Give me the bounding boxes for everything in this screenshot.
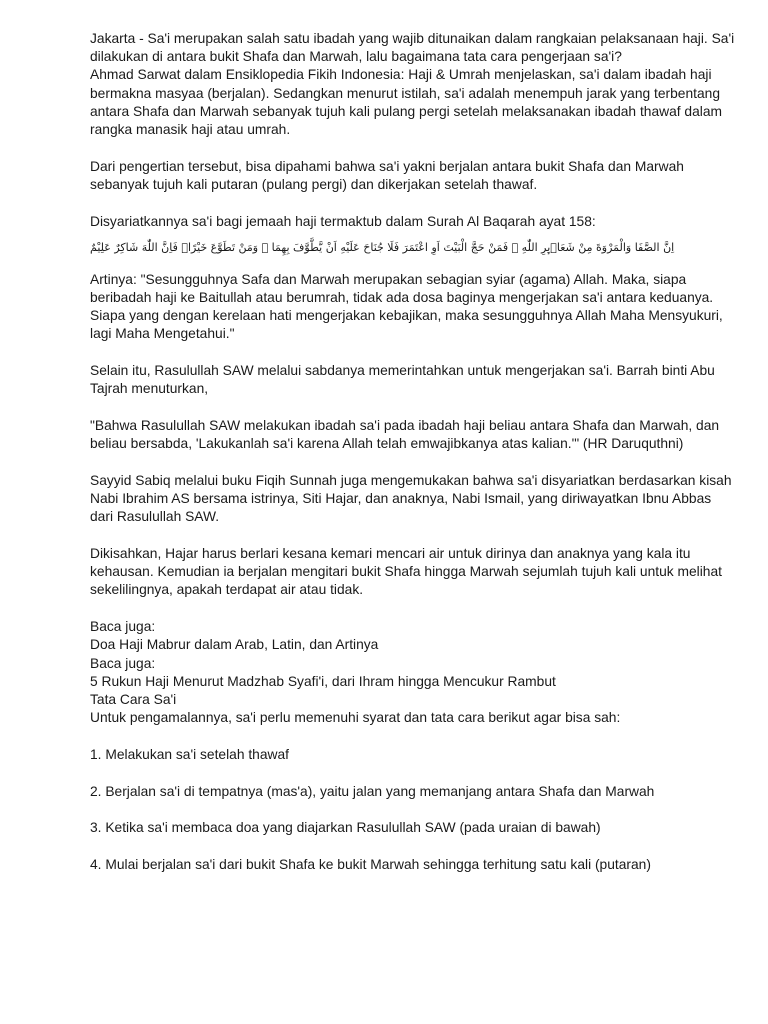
document-body: [90, 30, 735, 874]
text-line: Disyariatkannya sa'i bagi jemaah haji termaktub dalam Surah Al Baqarah ayat 158:: [90, 213, 596, 229]
paragraph-hadith-quote: [90, 417, 730, 453]
paragraph-hadith-intro: [90, 362, 730, 398]
related-link-rukun-haji[interactable]: 5 Rukun Haji Menurut Madzhab Syafi'i, dari Ihram hingga Mencukur Rambut: [90, 673, 556, 689]
text-line: lagi Maha Mengetahui.": [90, 326, 235, 342]
text-line: kehausan. Kemudian ia berjalan mengitari bukit Shafa hingga Marwah sejumlah tujuh kali untuk melihat: [90, 564, 722, 580]
list-item-text: 4. Mulai berjalan sa'i dari bukit Shafa ke bukit Marwah sehingga terhitung satu kali (putaran): [90, 857, 651, 872]
paragraph-fiqih-sunnah: [90, 472, 730, 527]
paragraph-translation: [90, 271, 730, 344]
text-line: beribadah haji ke Baitullah atau berumrah, tidak ada dosa baginya mengerjakan sa'i antara keduanya.: [90, 290, 714, 306]
baca-juga-label: Baca juga:: [90, 655, 156, 671]
text-line: sebanyak tujuh kali putaran (pulang pergi) dan dikerjakan setelah thawaf.: [90, 176, 538, 192]
list-item: [90, 819, 730, 837]
list-item-text: 1. Melakukan sa'i setelah thawaf: [90, 746, 289, 762]
list-item: [90, 746, 730, 764]
text-line: beliau bersabda, 'Lakukanlah sa'i karena Allah telah emwajibkanya atas kalian.'" (HR Daruquthni): [90, 436, 684, 452]
list-item: [90, 856, 730, 874]
text-line: Ahmad Sarwat dalam Ensiklopedia Fikih Indonesia: Haji & Umrah menjelaskan, sa'i dalam ibadah haji: [90, 67, 712, 83]
text-line: antara Shafa dan Marwah sebanyak tujuh kali pulang pergi setelah melaksanakan ibadah thawaf dalam: [90, 103, 723, 119]
list-item-text: 3. Ketika sa'i membaca doa yang diajarkan Rasulullah SAW (pada uraian di bawah): [90, 820, 601, 836]
text-line: Dikisahkan, Hajar harus berlari kesana kemari mencari air untuk dirinya dan anaknya yang kala itu: [90, 546, 691, 562]
paragraph-hajar-story: [90, 545, 730, 600]
text-line: Untuk pengamalannya, sa'i perlu memenuhi syarat dan tata cara berikut agar bisa sah:: [90, 710, 621, 726]
related-link-doa-haji[interactable]: Doa Haji Mabrur dalam Arab, Latin, dan Artinya: [90, 637, 379, 653]
text-line: Tajrah menuturkan,: [90, 381, 209, 397]
text-line: Nabi Ibrahim AS bersama istrinya, Siti Hajar, dan anaknya, Nabi Ismail, yang diriwayatkan Ibnu Abbas: [90, 491, 712, 507]
section-heading-tata-cara: Tata Cara Sa'i: [90, 691, 177, 707]
paragraph-related-links: [90, 618, 730, 727]
text-line: "Bahwa Rasulullah SAW melakukan ibadah sa'i pada ibadah haji beliau antara Shafa dan Marwah, dan: [90, 418, 720, 434]
text-line: dilakukan di antara bukit Shafa dan Marwah, lalu bagaimana tata cara pengerjaan sa'i?: [90, 49, 622, 65]
text-line: sekelilingnya, apakah terdapat air atau tidak.: [90, 582, 364, 598]
paragraph-intro: [90, 30, 735, 139]
list-item-text: 2. Berjalan sa'i di tempatnya (mas'a), yaitu jalan yang memanjang antara Shafa dan Marwah: [90, 783, 655, 799]
text-line: Sayyid Sabiq melalui buku Fiqih Sunnah juga mengemukakan bahwa sa'i disyariatkan berdasarkan kisah: [90, 472, 732, 488]
text-line: Selain itu, Rasulullah SAW melalui sabdanya memerintahkan untuk mengerjakan sa'i. Barrah binti Abu: [90, 363, 715, 379]
text-line: rangka manasik haji atau umrah.: [90, 122, 291, 138]
paragraph-quran-intro: [90, 213, 730, 231]
text-line: Jakarta - Sa'i merupakan salah satu ibadah yang wajib ditunaikan dalam rangkaian pelaksanaan haji. Sa'i: [90, 31, 735, 46]
arabic-verse: اِنَّ الصَّفَا وَالْمَرْوَةَ مِنْ شَعَاۤىِٕرِ اللّٰهِ ۚ فَمَنْ حَجَّ الْبَيْتَ اَوِ اعْتَمَرَ فَلَا جُنَاحَ عَلَيْهِ اَنْ يَّطَّوَّفَ بِهِمَا ۗ وَمَنْ تَطَوَّعَ خَيْرًاۙ فَاِنَّ اللّٰهَ شَاكِرٌ عَلِيْمٌ: [90, 240, 675, 254]
text-line: Dari pengertian tersebut, bisa dipahami bahwa sa'i yakni berjalan antara bukit Shafa dan Marwah: [90, 158, 684, 174]
text-line: Siapa yang dengan kerelaan hati mengerjakan kebajikan, maka sesungguhnya Allah Maha Mensyukuri,: [90, 308, 723, 324]
paragraph-definition: [90, 158, 730, 194]
list-item: [90, 783, 730, 801]
text-line: bermakna masyaa (berjalan). Sedangkan menurut istilah, sa'i adalah menempuh jarak yang terbentang: [90, 85, 720, 101]
text-line: Artinya: "Sesungguhnya Safa dan Marwah merupakan sebagian syiar (agama) Allah. Maka, siapa: [90, 271, 687, 287]
text-line: dari Rasulullah SAW.: [90, 509, 220, 525]
baca-juga-label: Baca juga:: [90, 619, 156, 635]
